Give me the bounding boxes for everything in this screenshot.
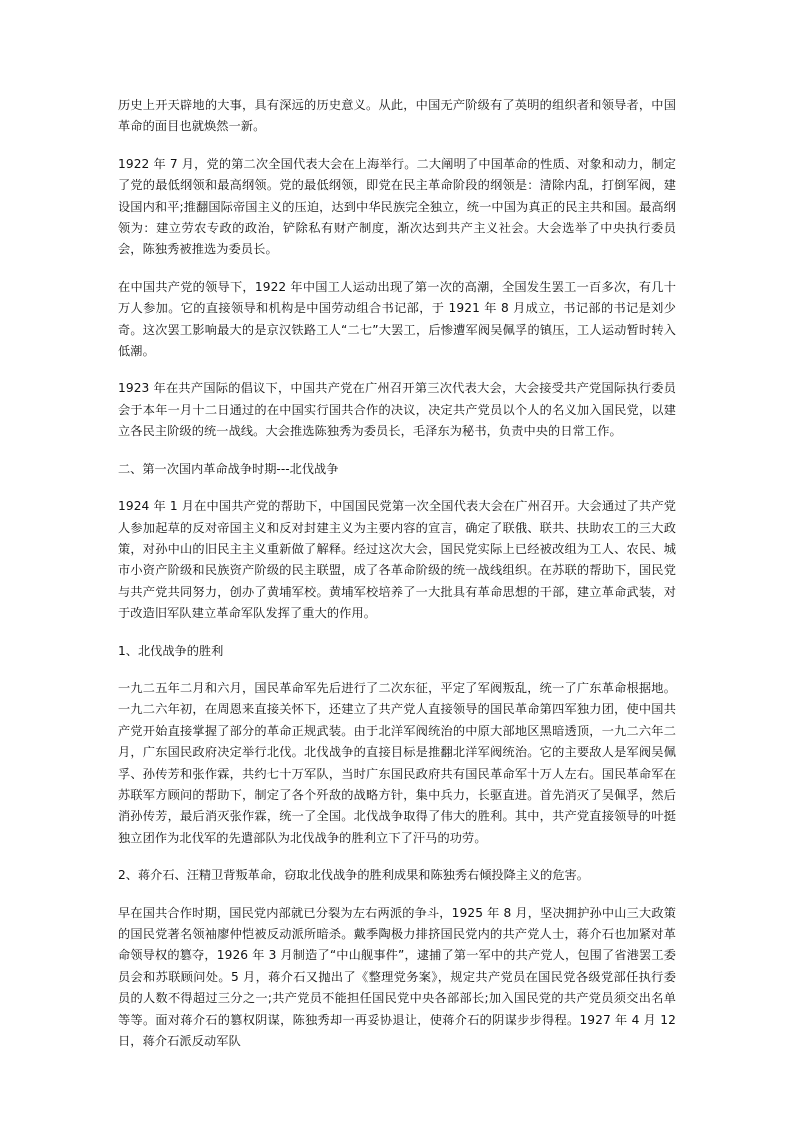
document-page xyxy=(118,95,676,1068)
paragraph-kmt-split: 早在国共合作时期，国民党内部就已分裂为左右两派的争斗，1925 年 8 月，坚决拥护孙中山三大政策的国民党著名领袖廖仲恺被反动派所暗杀。戴季陶极力排挤国民党内的共产党人士，蒋介石也加紧对革命领导权的篡夺，1926 年 3 月制造了“中山舰事件”，逮捕了第一军中的共产党人，包围了省港罢工委员会和苏联顾问处。5 月，蒋介石又抛出了《整理党务案》，规定共产党员在国民党各级党部任执行委员的人数不得超过三分之一;共产党员不能担任国民党中央各部部长;加入国民党的共产党员须交出名单等等。面对蒋介石的篡权阴谋，陈独秀却一再妥协退让，使蒋介石的阴谋步步得程。1927 年 4 月 12 日，蒋介石派反动军队 xyxy=(118,905,676,1049)
paragraph-historic-significance: 历史上开天辟地的大事，具有深远的历史意义。从此，中国无产阶级有了英明的组织者和领导者，中国革命的面目也就焕然一新。 xyxy=(118,98,676,134)
paragraph-labor-movement: 在中国共产党的领导下，1922 年中国工人运动出现了第一次的高潮，全国发生罢工一百多次，有几十万人参加。它的直接领导和机构是中国劳动组合书记部，于 1921 年 8 月成立，书记部的书记是刘少奇。这次罢工影响最大的是京汉铁路工人“二七”大罢工，后惨遭军阀吴佩孚的镇压，工人运动暂时转入低潮。 xyxy=(118,279,676,359)
paragraph-kmt-first-congress: 1924 年 1 月在中国共产党的帮助下，中国国民党第一次全国代表大会在广州召开。大会通过了共产党人参加起草的反对帝国主义和反对封建主义为主要内容的宣言，确定了联俄、联共、扶助农工的三大政策，对孙中山的旧民主主义重新做了解释。经过这次大会，国民党实际上已经被改组为工人、农民、城市小资产阶级和民族资产阶级的民主联盟，成了各革命阶级的统一战线组织。在苏联的帮助下，国民党与共产党共同努力，创办了黄埔军校。黄埔军校培养了一大批具有革命思想的干部，建立革命武装，对于改造旧军队建立革命军队发挥了重大的作用。 xyxy=(118,499,676,621)
paragraph-second-congress: 1922 年 7 月，党的第二次全国代表大会在上海举行。二大阐明了中国革命的性质、对象和动力，制定了党的最低纲领和最高纲领。党的最低纲领，即党在民主革命阶段的纲领是：清除内乱，打倒军阀，建设国内和平;推翻国际帝国主义的压迫，达到中华民族完全独立，统一中国为真正的民主共和国。最高纲领为：建立劳农专政的政治，铲除私有财产制度，渐次达到共产主义社会。大会选举了中央执行委员会，陈独秀被推选为委员长。 xyxy=(118,156,676,257)
paragraph-northern-expedition-victory: 一九二五年二月和六月，国民革命军先后进行了二次东征，平定了军阀叛乱，统一了广东革命根据地。一九二六年初，在周恩来直接关怀下，还建立了共产党人直接领导的国民革命第四军独力团，使中国共产党开始直接掌握了部分的革命正规武装。由于北洋军阀统治的中原大部地区黑暗透顶，一九二六年二月，广东国民政府决定举行北伐。北伐战争的直接目标是推翻北洋军阀统治。它的主要敌人是军阀吴佩孚、孙传芳和张作霖，共约七十万军队，当时广东国民政府共有国民革命军十万人左右。国民革命军在苏联军方顾问的帮助下，制定了各个歼敌的战略方针，集中兵力，长驱直进。首先消灭了吴佩孚，然后消孙传芳，最后消灭张作霖，统一了全国。北伐战争取得了伟大的胜利。其中，共产党直接领导的叶挺独立团作为北伐军的先遣部队为北伐战争的胜利立下了汗马的功劳。 xyxy=(118,680,676,845)
subsection-heading-victory: 1、北伐战争的胜利 xyxy=(118,643,224,658)
section-heading-northern-expedition: 二、第一次国内革命战争时期---北伐战争 xyxy=(118,461,339,476)
paragraph-third-congress: 1923 年在共产国际的倡议下，中国共产党在广州召开第三次代表大会，大会接受共产党国际执行委员会于本年一月十二日通过的在中国实行国共合作的决议，决定共产党员以个人的名义加入国民党，以建立各民主阶级的统一战线。大会推选陈独秀为委员长，毛泽东为秘书，负责中央的日常工作。 xyxy=(118,381,676,439)
subsection-heading-betrayal: 2、蒋介石、汪精卫背叛革命，窃取北伐战争的胜利成果和陈独秀右倾投降主义的危害。 xyxy=(118,868,589,883)
